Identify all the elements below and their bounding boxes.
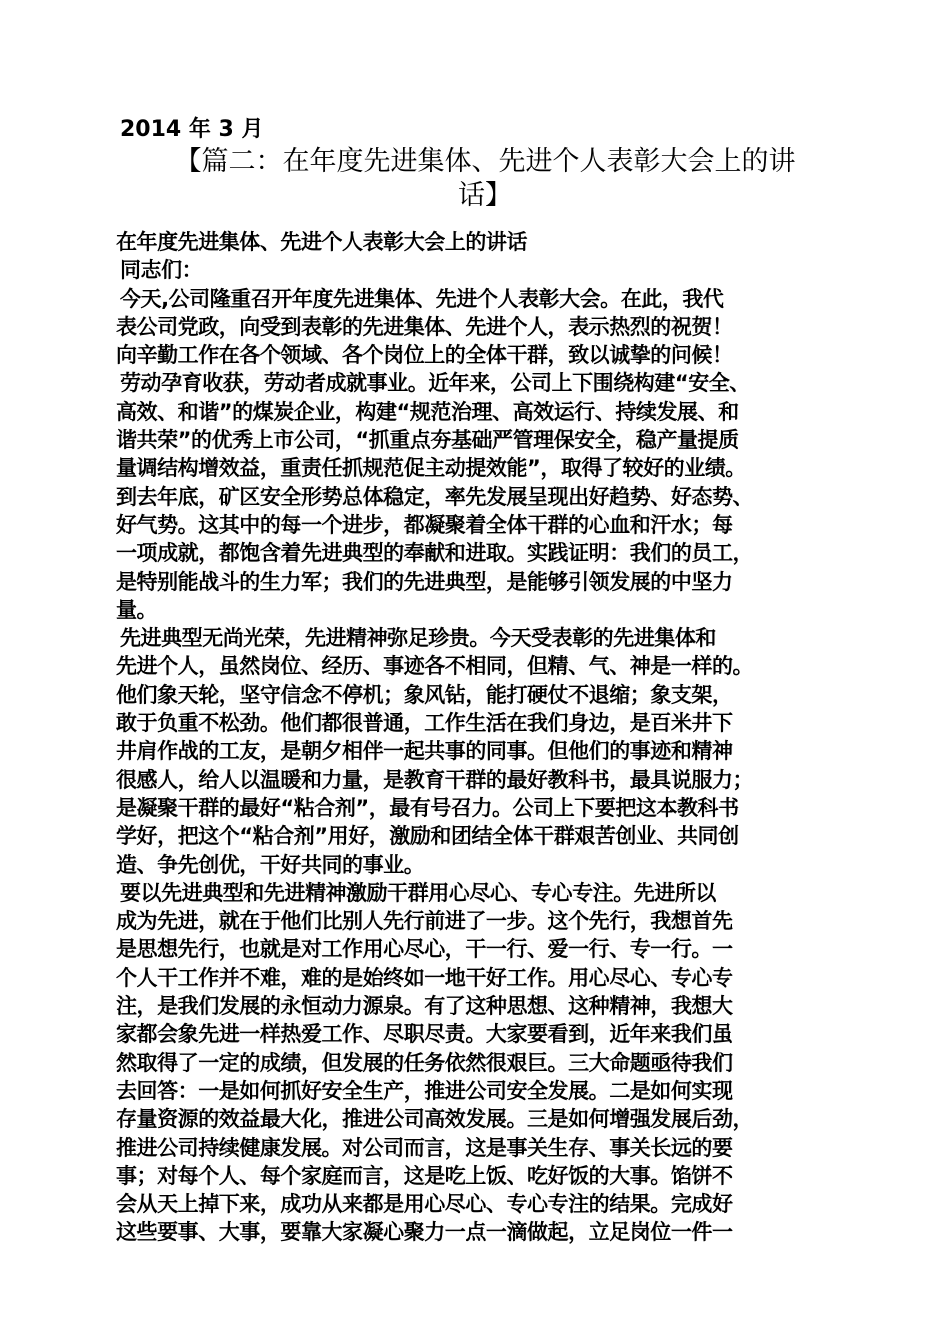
body-line: 很感人，给人以温暖和力量，是教育干群的最好教科书，最具说服力；: [116, 767, 754, 792]
body-line: 高效、和谐”的煤炭企业，构建“规范治理、高效运行、持续发展、和: [116, 399, 739, 424]
body-line: 一项成就，都饱含着先进典型的奉献和进取。实践证明：我们的员工，: [116, 541, 754, 566]
body-line: 个人干工作并不难，难的是始终如一地干好工作。用心尽心、专心专: [116, 965, 733, 990]
body-line: 是凝聚干群的最好“粘合剂”，最有号召力。公司上下要把这本教科书: [116, 795, 739, 820]
body-line: 到去年底，矿区安全形势总体稳定，率先发展呈现出好趋势、好态势、: [116, 484, 754, 509]
body-line: 这些要事、大事，要靠大家凝心聚力一点一滴做起，立足岗位一件一: [116, 1220, 733, 1245]
body-line: 造、争先创优，干好共同的事业。: [116, 852, 425, 877]
document-body: [116, 228, 838, 1247]
body-line: 劳动孕育收获，劳动者成就事业。近年来，公司上下围绕构建“安全、: [120, 371, 750, 396]
body-line: 去回答：一是如何抓好安全生产，推进公司安全发展。二是如何实现: [116, 1078, 733, 1103]
document-title: [145, 145, 825, 213]
body-line: 先进典型无尚光荣，先进精神弥足珍贵。今天受表彰的先进集体和: [120, 626, 716, 651]
body-line: 量。: [116, 597, 158, 622]
title-line-1: 【篇二：在年度先进集体、先进个人表彰大会上的讲: [174, 146, 796, 177]
body-line: 家都会象先进一样热爱工作、尽职尽责。大家要看到，近年来我们虽: [116, 1022, 733, 1047]
body-line: 是特别能战斗的生力军；我们的先进典型，是能够引领发展的中坚力: [116, 569, 733, 594]
title-line-2: 话】: [458, 180, 512, 211]
body-line: 推进公司持续健康发展。对公司而言，这是事关生存、事关长远的要: [116, 1135, 733, 1160]
body-line: 成为先进，就在于他们比别人先行前进了一步。这个先行，我想首先: [116, 909, 733, 934]
body-line: 先进个人，虽然岗位、经历、事迹各不相同，但精、气、神是一样的。: [116, 654, 754, 679]
body-line: 谐共荣”的优秀上市公司，“抓重点夯基础严管理保安全，稳产量提质: [116, 428, 739, 453]
body-line: 在年度先进集体、先进个人表彰大会上的讲话: [116, 230, 527, 254]
body-line: 学好，把这个“粘合剂”用好，激励和团结全体干群艰苦创业、共同创: [116, 824, 739, 849]
body-line: 向辛勤工作在各个领域、各个岗位上的全体干群，致以诚挚的问候！: [116, 343, 733, 368]
body-line: 事；对每个人、每个家庭而言，这是吃上饭、吃好饭的大事。馅饼不: [116, 1163, 733, 1188]
body-line: 会从天上掉下来，成功从来都是用心尽心、专心专注的结果。完成好: [116, 1192, 733, 1217]
body-line: 今天,公司隆重召开年度先进集体、先进个人表彰大会。在此，我代: [120, 286, 724, 311]
body-line: 要以先进典型和先进精神激励干群用心尽心、专心专注。先进所以: [120, 880, 716, 905]
body-line: 表公司党政，向受到表彰的先进集体、先进个人，表示热烈的祝贺！: [116, 314, 733, 339]
body-line: 井肩作战的工友，是朝夕相伴一起共事的同事。但他们的事迹和精神: [116, 739, 733, 764]
body-line: 存量资源的效益最大化，推进公司高效发展。三是如何增强发展后劲，: [116, 1107, 754, 1132]
document-date: 2014 年 3 月: [120, 117, 264, 142]
body-line: 是思想先行，也就是对工作用心尽心，干一行、爱一行、专一行。一: [116, 937, 733, 962]
body-line: 敢于负重不松劲。他们都很普通，工作生活在我们身边，是百米井下: [116, 711, 733, 736]
body-line: 好气势。这其中的每一个进步，都凝聚着全体干群的心血和汗水；每: [116, 512, 733, 537]
body-line: 然取得了一定的成绩，但发展的任务依然很艰巨。三大命题亟待我们: [116, 1050, 733, 1075]
body-line: 注，是我们发展的永恒动力源泉。有了这种思想、这种精神，我想大: [116, 994, 733, 1019]
body-line: 同志们：: [120, 258, 203, 283]
body-line: 量调结构增效益，重责任抓规范促主动提效能”，取得了较好的业绩。: [116, 456, 746, 481]
body-line: 他们象天轮，坚守信念不停机；象风钻，能打硬仗不退缩；象支架，: [116, 682, 733, 707]
